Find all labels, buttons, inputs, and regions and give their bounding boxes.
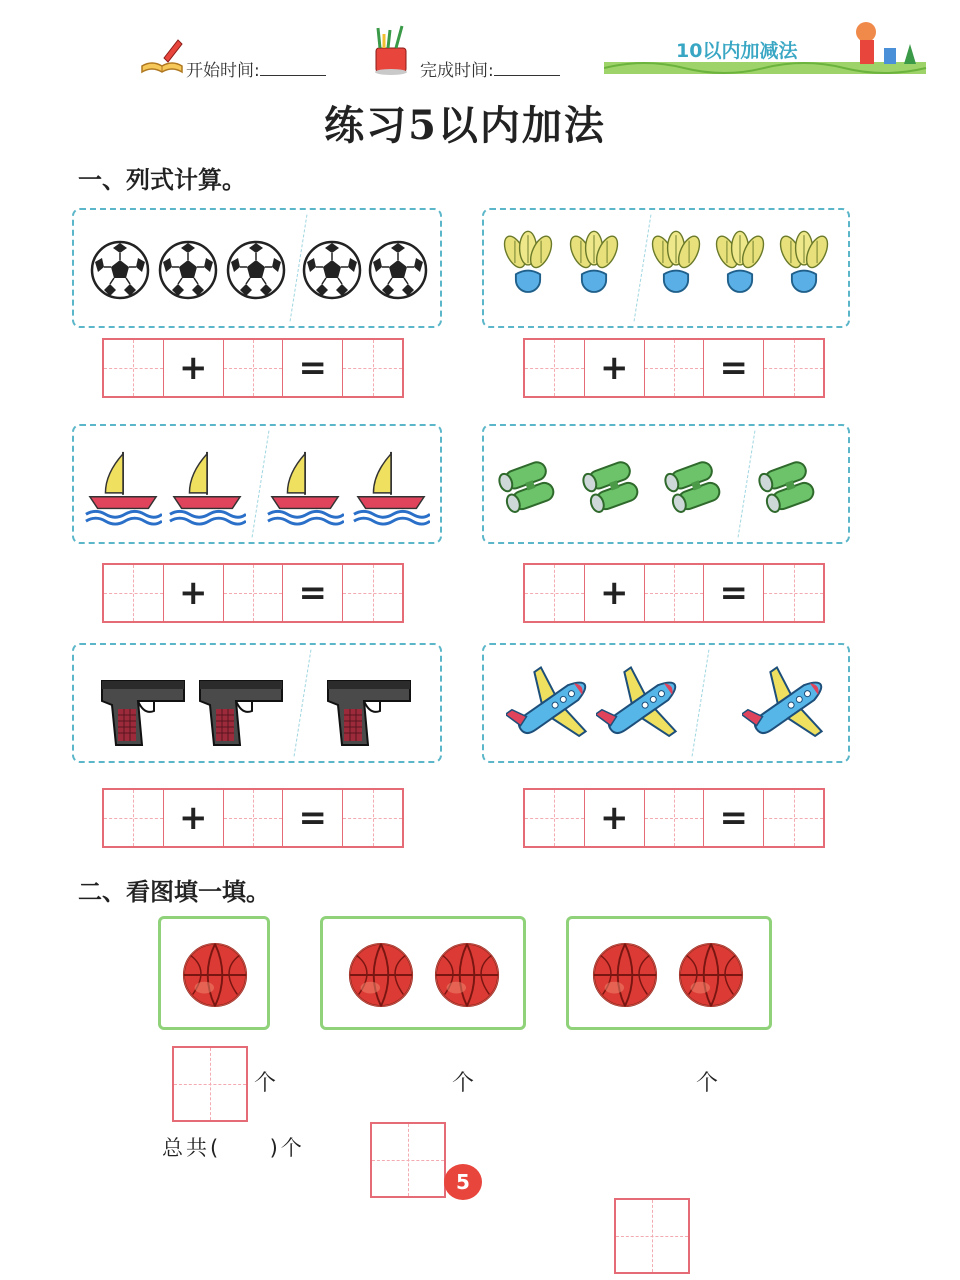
finish-time-blank[interactable] [494, 61, 560, 76]
pencil-cup-icon [370, 24, 414, 76]
airplane-icon [742, 663, 832, 753]
answer-cell[interactable] [343, 340, 402, 396]
basketball-box [320, 916, 526, 1030]
soccer-ball-icon [226, 240, 286, 300]
picture-box-airplane [482, 643, 850, 763]
picture-box-shuttlecock [482, 208, 850, 328]
sailboat-icon [266, 448, 344, 526]
answer-cell[interactable] [104, 565, 164, 621]
section1-heading: 一、列式计算。 [78, 166, 246, 194]
equals-sign: = [704, 340, 764, 396]
answer-cell[interactable] [224, 340, 284, 396]
plus-sign: + [164, 790, 224, 846]
equation-grid [102, 563, 404, 623]
equation-grid [102, 338, 404, 398]
sailboat-icon [352, 448, 430, 526]
answer-cell[interactable] [224, 790, 284, 846]
answer-cell[interactable] [645, 790, 705, 846]
picture-box-sailboat [72, 424, 442, 544]
binoculars-icon [660, 454, 740, 514]
shuttlecock-icon [566, 230, 622, 298]
answer-cell[interactable] [104, 790, 164, 846]
shuttlecock-icon [648, 230, 704, 298]
equation-grid [523, 788, 825, 848]
airplane-icon [506, 663, 596, 753]
book-pen-icon [140, 36, 184, 74]
finish-time-label: 完成时间: [420, 61, 494, 81]
shuttlecock-icon [712, 230, 768, 298]
count-answer-box[interactable] [614, 1198, 690, 1274]
basketball-icon [433, 941, 501, 1009]
equals-sign: = [283, 340, 343, 396]
start-time-field [186, 56, 326, 81]
binoculars-icon [494, 454, 574, 514]
start-time-blank[interactable] [260, 61, 326, 76]
plus-sign: + [164, 340, 224, 396]
count-answer-box[interactable] [370, 1122, 446, 1198]
plus-sign: + [585, 790, 645, 846]
equals-sign: = [283, 565, 343, 621]
answer-cell[interactable] [343, 565, 402, 621]
unit-label: 个 [452, 1071, 475, 1096]
equals-sign: = [704, 565, 764, 621]
unit-label: 个 [696, 1071, 719, 1096]
section2-heading: 二、看图填一填。 [78, 878, 270, 906]
soccer-ball-icon [302, 240, 362, 300]
airplane-icon [596, 663, 686, 753]
equation-grid [102, 788, 404, 848]
basketball-box [158, 916, 270, 1030]
shuttlecock-icon [776, 230, 832, 298]
picture-box-pistol [72, 643, 442, 763]
sailboat-icon [168, 448, 246, 526]
equals-sign: = [704, 790, 764, 846]
count-answer-box[interactable] [172, 1046, 248, 1122]
shuttlecock-icon [500, 230, 556, 298]
sailboat-icon [84, 448, 162, 526]
basketball-icon [677, 941, 745, 1009]
answer-cell[interactable] [764, 790, 823, 846]
answer-cell[interactable] [525, 790, 585, 846]
pistol-icon [98, 671, 188, 751]
soccer-ball-icon [158, 240, 218, 300]
banner-title: 10以内加减法 [676, 40, 798, 62]
soccer-ball-icon [90, 240, 150, 300]
plus-sign: + [585, 340, 645, 396]
page-number-badge: 5 [444, 1164, 482, 1200]
plus-sign: + [164, 565, 224, 621]
pistol-icon [196, 671, 286, 751]
equation-grid [523, 338, 825, 398]
answer-cell[interactable] [104, 340, 164, 396]
answer-cell[interactable] [764, 340, 823, 396]
answer-cell[interactable] [645, 565, 705, 621]
soccer-ball-icon [368, 240, 428, 300]
equation-grid [523, 563, 825, 623]
start-time-label: 开始时间: [186, 61, 260, 81]
binoculars-icon [578, 454, 658, 514]
plus-sign: + [585, 565, 645, 621]
answer-cell[interactable] [343, 790, 402, 846]
basketball-icon [347, 941, 415, 1009]
picture-box-binoculars [482, 424, 850, 544]
answer-cell[interactable] [764, 565, 823, 621]
page-title: 练习5以内加法 [324, 102, 606, 149]
basketball-icon [591, 941, 659, 1009]
answer-cell[interactable] [645, 340, 705, 396]
finish-time-field [420, 56, 560, 81]
pistol-icon [324, 671, 414, 751]
answer-cell[interactable] [525, 565, 585, 621]
answer-cell[interactable] [224, 565, 284, 621]
answer-cell[interactable] [525, 340, 585, 396]
basketball-box [566, 916, 772, 1030]
unit-label: 个 [254, 1071, 277, 1096]
picture-box-soccer [72, 208, 442, 328]
binoculars-icon [754, 454, 834, 514]
equals-sign: = [283, 790, 343, 846]
basketball-icon [181, 941, 249, 1009]
total-line[interactable]: 总共( )个 [162, 1136, 305, 1160]
